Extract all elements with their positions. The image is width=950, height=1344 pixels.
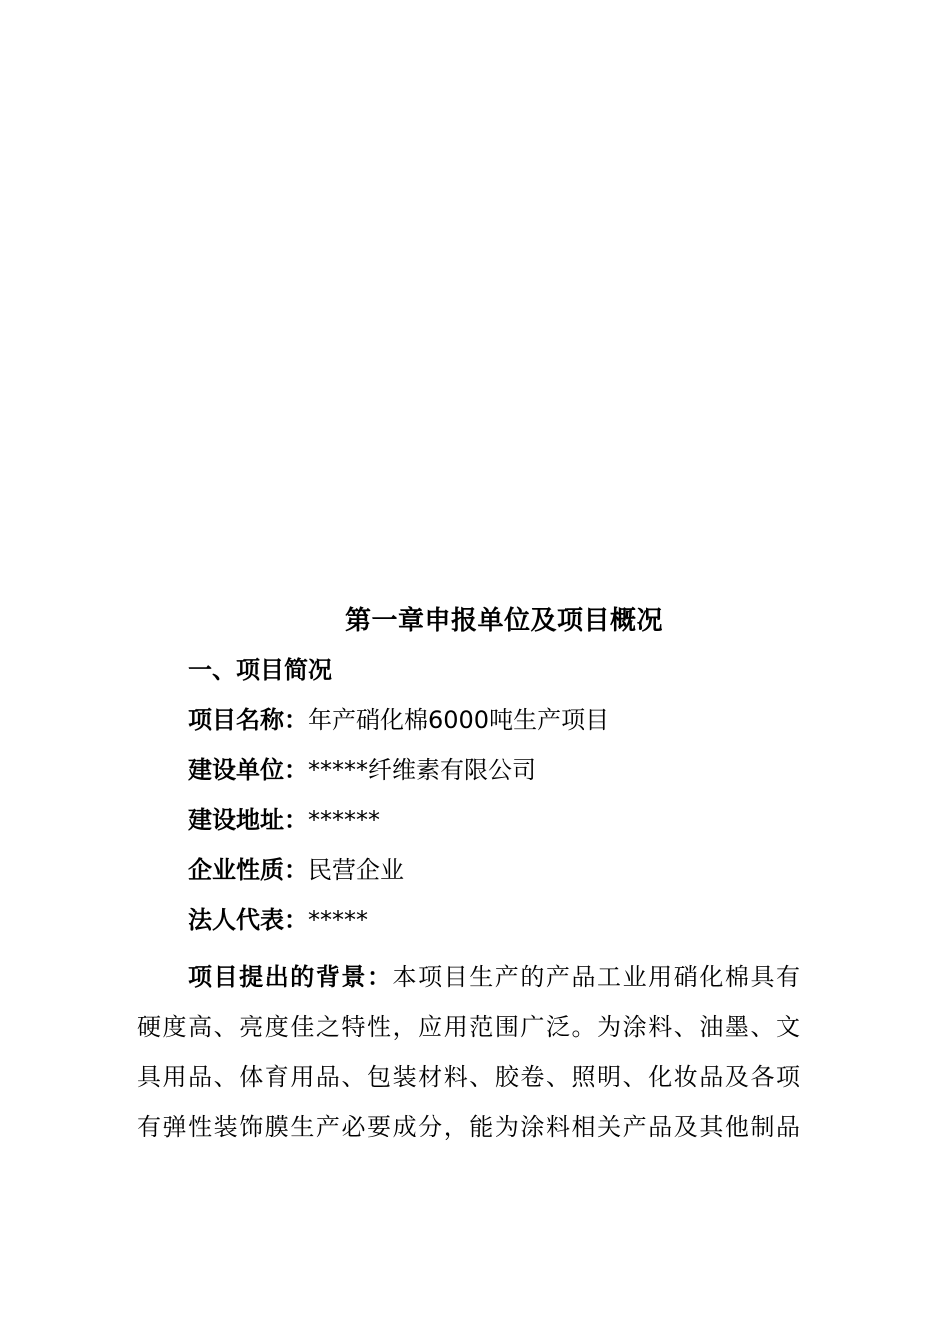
field-value: ****** xyxy=(308,806,380,834)
field-label: 建设地址： xyxy=(188,806,308,834)
section-heading xyxy=(188,653,332,687)
background-line: 具用品、体育用品、包装材料、胶卷、照明、化妆品及各项 xyxy=(137,1063,800,1091)
background-line: 硬度高、亮度佳之特性，应用范围广泛。为涂料、油墨、文 xyxy=(137,1013,800,1041)
field-value: *****纤维素有限公司 xyxy=(308,756,536,784)
field-value: 民营企业 xyxy=(308,856,404,884)
field-legal-rep xyxy=(188,903,368,937)
background-label: 项目提出的背景： xyxy=(188,963,393,991)
section-heading-text: 一、项目简况 xyxy=(188,656,332,684)
field-label: 法人代表： xyxy=(188,906,308,934)
background-paragraph xyxy=(137,952,800,1152)
field-label: 建设单位： xyxy=(188,756,308,784)
field-project-name xyxy=(188,703,609,737)
field-address xyxy=(188,803,380,837)
chapter-title: 第一章申报单位及项目概况 xyxy=(344,606,663,636)
background-line: 有弹性装饰膜生产必要成分，能为涂料相关产品及其他制品 xyxy=(137,1113,800,1141)
field-builder xyxy=(188,753,536,787)
field-value: ***** xyxy=(308,906,368,934)
field-company-type xyxy=(188,853,404,887)
field-value: 年产硝化棉6000吨生产项目 xyxy=(308,706,610,734)
field-label: 项目名称： xyxy=(188,706,308,734)
field-label: 企业性质： xyxy=(188,856,308,884)
background-line: 项目提出的背景：本项目生产的产品工业用硝化棉具有 xyxy=(188,963,801,991)
